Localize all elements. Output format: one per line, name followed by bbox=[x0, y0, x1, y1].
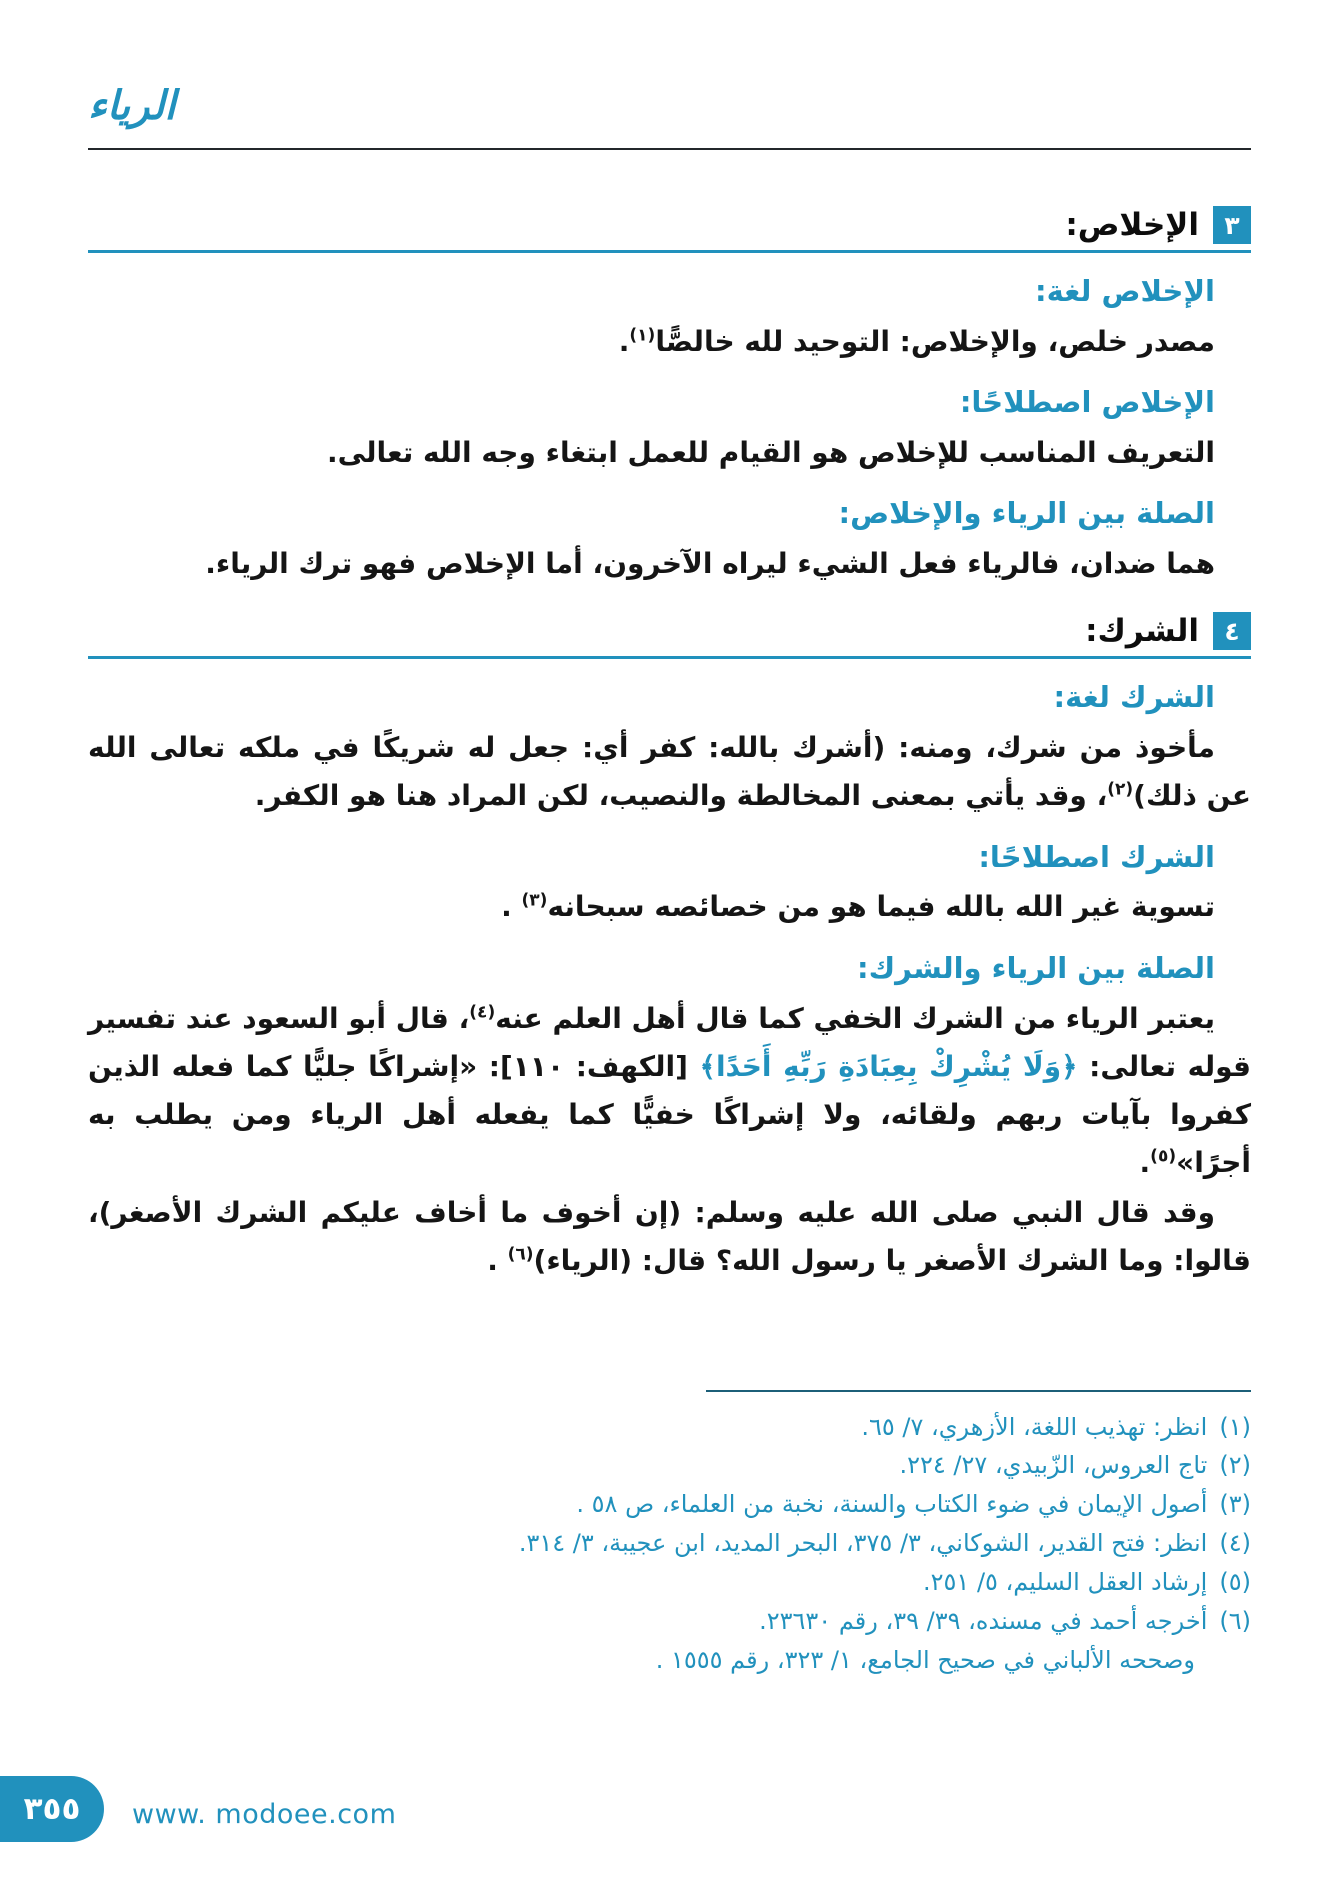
subheading: الشرك اصطلاحًا: bbox=[978, 839, 1215, 874]
footnote-text: تاج العروس، الزّبيدي، ٢٧/ ٢٢٤. bbox=[899, 1451, 1208, 1480]
footnote-ref: (٤) bbox=[469, 1002, 496, 1023]
footnote-line bbox=[88, 1602, 1251, 1641]
footnotes-section bbox=[88, 1390, 1251, 1680]
main-content bbox=[0, 152, 1339, 1286]
section-header bbox=[88, 612, 1251, 650]
quran-verse: ﴿وَلَا يُشْرِكْ بِعِبَادَةِ رَبِّهِ أَحَدًا﴾ bbox=[699, 1049, 1078, 1083]
text-run: التعريف المناسب للإخلاص هو القيام للعمل ابتغاء وجه الله تعالى. bbox=[326, 436, 1215, 470]
section-title: الإخلاص: bbox=[1065, 207, 1199, 243]
paragraph bbox=[88, 724, 1251, 820]
paragraph bbox=[88, 540, 1251, 588]
footnote-ref: (٢) bbox=[1107, 780, 1134, 801]
paragraph bbox=[88, 318, 1251, 366]
footnote-divider bbox=[706, 1390, 1251, 1392]
footnote-text: أصول الإيمان في ضوء الكتاب والسنة، نخبة من العلماء، ص ٥٨ . bbox=[576, 1490, 1208, 1519]
section-title: الشرك: bbox=[1085, 613, 1199, 650]
text-run: . bbox=[1139, 1146, 1151, 1180]
footnote-number: (٢) bbox=[1219, 1451, 1251, 1480]
footnote-text: وصححه الألباني في صحيح الجامع، ١/ ٣٢٣، رقم ١٥٥٥ . bbox=[655, 1645, 1195, 1674]
page-number: ٣٥٥ bbox=[23, 1791, 81, 1827]
text-run: . bbox=[487, 1244, 508, 1278]
footnote-line bbox=[88, 1563, 1251, 1602]
footnote-text: أخرجه أحمد في مسنده، ٣٩/ ٣٩، رقم ٢٣٦٣٠. bbox=[759, 1606, 1208, 1635]
footnote-number: (٦) bbox=[1219, 1606, 1251, 1635]
footnote-ref: (٥) bbox=[1150, 1146, 1177, 1167]
subheading: الإخلاص اصطلاحًا: bbox=[959, 385, 1215, 420]
footnote-line bbox=[88, 1408, 1251, 1447]
subheading: الصلة بين الرياء والشرك: bbox=[857, 950, 1215, 985]
website-link[interactable]: www. modoee.com bbox=[132, 1799, 397, 1830]
footnote-line bbox=[88, 1485, 1251, 1524]
text-run: يعتبر الرياء من الشرك الخفي كما قال أهل العلم عنه bbox=[495, 1001, 1215, 1035]
footnote-number: (٤) bbox=[1219, 1529, 1251, 1558]
footnote-text: انظر: فتح القدير، الشوكاني، ٣/ ٣٧٥، البحر المديد، ابن عجيبة، ٣/ ٣١٤. bbox=[518, 1529, 1208, 1558]
section-number-box: ٤ bbox=[1213, 612, 1251, 650]
book-title-calligraphy: الرياء bbox=[88, 83, 176, 129]
subheading: الصلة بين الرياء والإخلاص: bbox=[838, 496, 1215, 531]
footnote-number: (٣) bbox=[1219, 1490, 1251, 1519]
footnote-line bbox=[88, 1446, 1251, 1485]
text-run: . bbox=[501, 890, 522, 924]
paragraph bbox=[88, 429, 1251, 477]
footnote-ref: (١) bbox=[629, 325, 656, 346]
subheading: الإخلاص لغة: bbox=[1034, 274, 1215, 308]
section-number-box: ٣ bbox=[1213, 206, 1251, 244]
page-number-badge bbox=[0, 1776, 104, 1842]
text-run: مصدر خلص، والإخلاص: التوحيد لله خالصًّا bbox=[655, 324, 1215, 358]
text-run: تسوية غير الله بالله فيما هو من خصائصه سبحانه bbox=[547, 890, 1215, 924]
page-header bbox=[0, 0, 1339, 152]
text-run: مأخوذ من شرك، ومنه: (أشرك بالله: كفر أي: جعل له شريكًا في ملكه تعالى الله عن ذلك) bbox=[88, 731, 1251, 813]
section-title-rule bbox=[88, 656, 1251, 659]
footnote-line bbox=[88, 1641, 1251, 1680]
footnote-text: انظر: تهذيب اللغة، الأزهري، ٧/ ٦٥. bbox=[861, 1412, 1208, 1441]
footnotes-list bbox=[88, 1408, 1251, 1680]
section-title-rule bbox=[88, 250, 1251, 253]
footnote-text: إرشاد العقل السليم، ٥/ ٢٥١. bbox=[923, 1568, 1208, 1596]
footnote-ref: (٣) bbox=[521, 891, 548, 912]
text-run: هما ضدان، فالرياء فعل الشيء ليراه الآخرون، أما الإخلاص فهو ترك الرياء. bbox=[205, 547, 1215, 581]
footnote-number: (١) bbox=[1219, 1412, 1251, 1441]
footnote-number: (٥) bbox=[1219, 1568, 1251, 1596]
paragraph bbox=[88, 995, 1251, 1188]
footnote-line bbox=[88, 1524, 1251, 1563]
text-run: ، وقد يأتي بمعنى المخالطة والنصيب، لكن المراد هنا هو الكفر. bbox=[254, 779, 1108, 813]
paragraph bbox=[88, 1189, 1251, 1285]
text-run: . bbox=[618, 324, 630, 358]
paragraph bbox=[88, 883, 1251, 931]
subheading: الشرك لغة: bbox=[1053, 680, 1215, 715]
footnote-ref: (٦) bbox=[507, 1245, 534, 1266]
text-run: ، قال أبو السعود عند تفسير قوله تعالى: bbox=[88, 1001, 1252, 1083]
header-divider bbox=[88, 148, 1251, 150]
text-run: [الكهف: ١١٠]: «إشراكًا جليًّا كما فعله الذين كفروا بآيات ربهم ولقائه، ولا إشراكًا خفيًّا كما يفعله أهل الرياء ومن يطلب به أجرًا» bbox=[88, 1049, 1251, 1180]
text-run: وقد قال النبي صلى الله عليه وسلم: (إن أخوف ما أخاف عليكم الشرك الأصغر)، قالوا: وما الشرك الأصغر يا رسول الله؟ قال: (الرياء) bbox=[88, 1196, 1251, 1278]
section-header bbox=[88, 206, 1251, 244]
